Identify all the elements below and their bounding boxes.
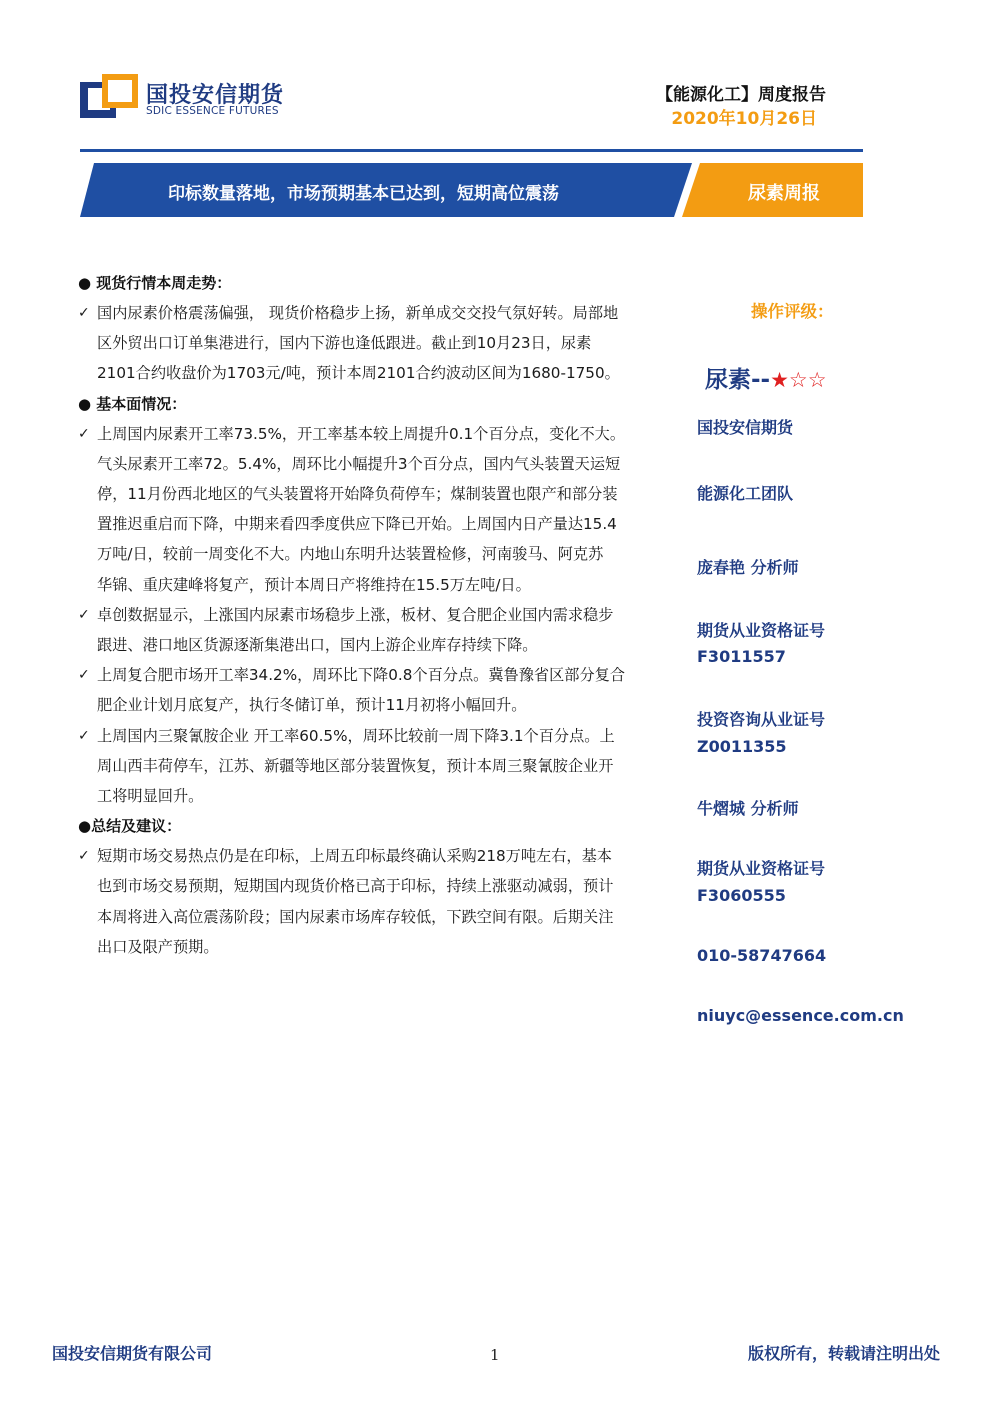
logo-name-cn: 国投安信期货: [146, 83, 285, 108]
bullet-line: 气头尿素开工率72。5.4%，周环比小幅提升3个百分点，国内气头装置天运短: [97, 454, 621, 473]
check-icon: ✓: [78, 727, 90, 744]
report-headline: 印标数量落地，市场预期基本已达到，短期高位震荡: [168, 184, 559, 204]
bullet-line: 跟进、港口地区货源逐渐集港出口，国内上游企业库存持续下降。: [97, 636, 538, 655]
report-tag: 尿素周报: [748, 183, 820, 204]
rating-product: 尿素--: [705, 367, 771, 393]
bullet-line: 本周将进入高位震荡阶段；国内尿素市场库存较低，下跌空间有限。后期关注: [97, 907, 614, 926]
check-icon: ✓: [78, 848, 90, 865]
bullet-line: 国内尿素价格震荡偏强， 现货价格稳步上扬，新单成交交投气氛好转。局部地: [97, 304, 619, 322]
analyst1-name: 庞春艳 分析师: [697, 558, 799, 577]
report-body: [78, 268, 698, 962]
bullet-line: 华锦、重庆建峰将复产，预计本周日产将维持在15.5万左吨/日。: [97, 575, 531, 594]
bullet-line: 卓创数据显示，上涨国内尿素市场稳步上涨，板材、复合肥企业国内需求稳步: [97, 605, 614, 624]
logo-mark-icon: [80, 74, 138, 118]
section-heading: ● 现货行情本周走势：: [78, 274, 232, 292]
report-type: 【能源化工】周度报告: [656, 85, 826, 105]
bullet-line: 万吨/日，较前一周变化不大。内地山东明升达装置检修，河南骏马、阿克苏: [97, 545, 604, 564]
bullet-line: 2101合约收盘价为1703元/吨，预计本周2101合约波动区间为1680-1750。: [97, 364, 620, 383]
bullet-line: 肥企业计划月底复产，执行冬储订单，预计11月初将小幅回升。: [97, 696, 527, 715]
logo-name-en: SDIC ESSENCE FUTURES: [146, 105, 279, 117]
bullet-item: [78, 721, 698, 812]
sidebar-company: 国投安信期货: [697, 418, 794, 437]
check-icon: ✓: [78, 667, 90, 684]
bullet-line: 工将明显回升。: [97, 787, 204, 806]
company-logo: [80, 74, 320, 120]
rating-stars-icon: ★☆☆: [770, 368, 827, 392]
title-banner: [80, 163, 863, 217]
contact-email[interactable]: niuyc@essence.com.cn: [697, 1006, 904, 1025]
analyst1-consult-label: 投资咨询从业证号: [697, 710, 826, 729]
bullet-line: 周山西丰荷停车，江苏、新疆等地区部分装置恢复，预计本周三聚氰胺企业开: [97, 756, 614, 775]
bullet-line: 区外贸出口订单集港进行，国内下游也逢低跟进。截止到10月23日，尿素: [97, 334, 592, 353]
analyst1-consult: Z0011355: [697, 737, 787, 756]
bullet-line: 置推迟重启而下降，中期来看四季度供应下降已开始。上周国内日产量达15.4: [97, 515, 617, 534]
bullet-item: [78, 660, 698, 720]
contact-phone: 010-58747664: [697, 946, 827, 965]
bullet-line: 上周复合肥市场开工率34.2%，周环比下降0.8个百分点。冀鲁豫省区部分复合: [97, 666, 626, 685]
bullet-line: 上周国内三聚氰胺企业 开工率60.5%，周环比较前一周下降3.1个百分点。上: [97, 726, 615, 745]
rating: [705, 361, 827, 394]
bullet-item: [78, 841, 698, 962]
check-icon: ✓: [78, 606, 90, 623]
page-number: 1: [490, 1346, 500, 1364]
bullet-item: [78, 419, 698, 600]
bullet-item: [78, 298, 698, 389]
analyst1-cert-label: 期货从业资格证号: [697, 621, 826, 640]
check-icon: ✓: [78, 305, 90, 321]
header-divider: [80, 149, 863, 152]
footer-copyright: 版权所有，转载请注明出处: [747, 1344, 940, 1363]
rating-label: 操作评级：: [751, 302, 834, 321]
bullet-line: 出口及限产预期。: [97, 937, 219, 956]
section-heading: ● 基本面情况：: [78, 394, 187, 413]
bullet-line: 短期市场交易热点仍是在印标，上周五印标最终确认采购218万吨左右，基本: [97, 847, 612, 866]
bullet-item: [78, 600, 698, 660]
section-heading: ●总结及建议：: [78, 817, 182, 836]
bullet-line: 停，11月份西北地区的气头装置将开始降负荷停车；煤制装置也限产和部分装: [97, 485, 618, 504]
report-date: 2020年10月26日: [671, 109, 817, 129]
bullet-line: 上周国内尿素开工率73.5%，开工率基本较上周提升0.1个百分点，变化不大。: [97, 424, 626, 443]
analyst1-cert: F3011557: [697, 647, 786, 666]
sidebar-team: 能源化工团队: [697, 484, 794, 503]
bullet-line: 也到市场交易预期，短期国内现货价格已高于印标，持续上涨驱动减弱，预计: [97, 877, 614, 896]
analyst2-cert: F3060555: [697, 886, 786, 905]
analyst2-cert-label: 期货从业资格证号: [697, 859, 826, 878]
check-icon: ✓: [78, 425, 90, 442]
analyst2-name: 牛熠城 分析师: [697, 799, 799, 818]
footer-company: 国投安信期货有限公司: [52, 1344, 213, 1363]
